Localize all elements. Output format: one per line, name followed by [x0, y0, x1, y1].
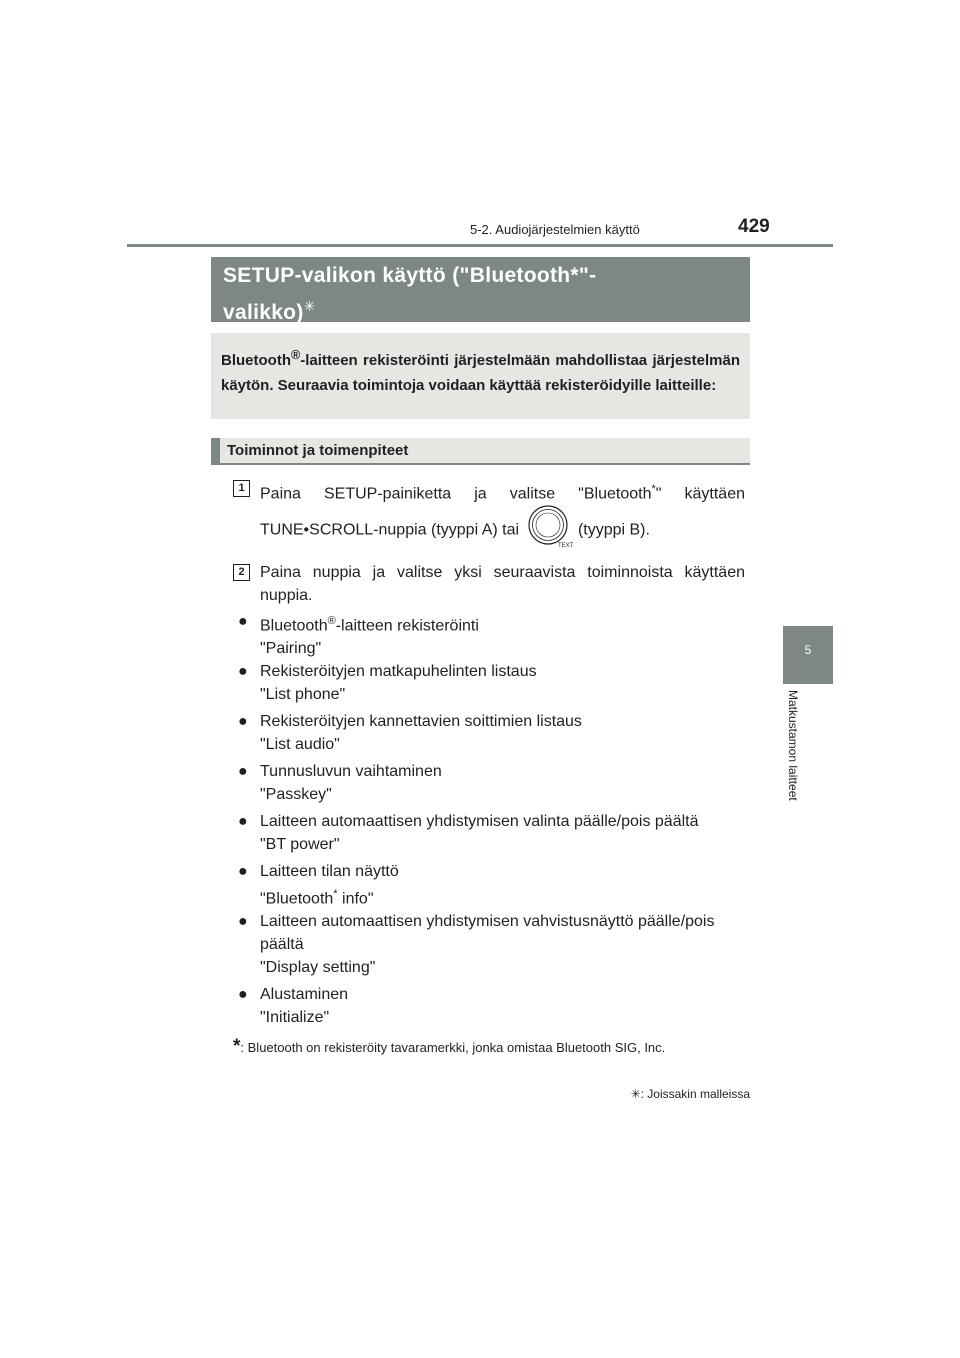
step1-part1: Paina SETUP-painiketta ja valitse "Bluetooth — [260, 485, 652, 503]
item-value: "Display setting" — [260, 959, 376, 976]
section-title-line2: valikko) — [223, 301, 304, 324]
section-header: 5-2. Audiojärjestelmien käyttö — [470, 222, 640, 237]
item-text: Laitteen tilan näyttö — [260, 863, 399, 880]
item-value: "BT power" — [260, 836, 340, 853]
trademark-footnote — [233, 1038, 753, 1056]
item-text: Tunnusluvun vaihtaminen — [260, 763, 442, 780]
footnote-text: : Bluetooth on rekisteröity tavaramerkki, jonka omistaa Bluetooth SIG, Inc. — [240, 1040, 666, 1055]
step1-part3: (tyyppi B). — [577, 522, 650, 540]
item-text: -laitteen rekisteröinti — [335, 617, 479, 635]
intro-brand: Bluetooth — [221, 352, 291, 369]
item-text: Rekisteröityjen kannettavien soittimien listaus — [260, 713, 582, 730]
step1-part2: " käyttäen TUNE•SCROLL-nuppia (tyyppi A) tai — [260, 485, 746, 540]
step-number-1: 1 — [233, 480, 250, 497]
item-text: Rekisteröityjen matkapuhelinten listaus — [260, 663, 537, 680]
item-text: Laitteen automaattisen yhdistymisen vahvistusnäyttö päälle/pois päältä — [260, 913, 715, 953]
item-value: "List phone" — [260, 686, 346, 703]
item-value: "List audio" — [260, 736, 340, 753]
tune-knob-label: TEXT — [558, 543, 574, 550]
bullet-icon: ● — [238, 663, 248, 680]
list-item — [260, 983, 745, 1029]
subsection-title: Toiminnot ja toimenpiteet — [211, 438, 750, 465]
item-value: "Pairing" — [260, 640, 322, 658]
section-title — [211, 257, 750, 322]
step-number-2: 2 — [233, 564, 250, 581]
tune-knob-icon — [525, 505, 574, 556]
section-title-line1: SETUP-valikon käyttö ("Bluetooth*"- — [223, 264, 597, 287]
bullet-icon: ● — [238, 813, 248, 830]
registered-mark: ® — [327, 615, 336, 627]
registered-mark: ® — [290, 348, 301, 362]
list-item — [260, 810, 745, 856]
intro-text: -laitteen rekisteröinti järjestelmään mahdollistaa järjestelmän käytön. Seuraavia toimintoja voidaan käyttää rekisteröidyille laitteille: — [221, 352, 740, 394]
item-text: Alustaminen — [260, 986, 349, 1003]
bullet-icon: ● — [238, 863, 248, 880]
step-text-2: Paina nuppia ja valitse yksi seuraavista toiminnoista käyttäen nuppia. — [260, 564, 745, 604]
list-item — [260, 860, 745, 910]
chapter-number: 5 — [804, 643, 812, 657]
item-text-brand: Bluetooth — [260, 617, 328, 635]
step-text-1 — [260, 478, 745, 556]
item-value: info" — [337, 890, 374, 908]
step1-star: * — [651, 483, 656, 495]
model-note-text: : Joissakin malleissa — [640, 1087, 750, 1101]
asterisk-mark-icon: ✳ — [303, 298, 316, 314]
chapter-title: Matkustamon laitteet — [786, 690, 800, 801]
item-value-star: * — [333, 888, 338, 900]
model-availability-note — [606, 1087, 750, 1101]
list-item — [260, 660, 745, 706]
item-value: "Passkey" — [260, 786, 332, 803]
bullet-icon: ● — [238, 713, 248, 730]
bullet-icon: ● — [238, 763, 248, 780]
list-item — [260, 910, 745, 979]
item-text: Laitteen automaattisen yhdistymisen valinta päälle/pois päältä — [260, 813, 699, 830]
footnote-star: * — [233, 1036, 241, 1057]
bullet-icon: ● — [238, 613, 248, 630]
item-value: "Initialize" — [260, 1009, 330, 1026]
header-rule — [127, 244, 833, 247]
item-value-brand: "Bluetooth — [260, 890, 334, 908]
intro-paragraph — [211, 333, 750, 419]
list-item — [260, 710, 745, 756]
page-number: 429 — [738, 216, 770, 237]
list-item — [260, 610, 745, 660]
bullet-icon: ● — [238, 913, 248, 930]
bullet-icon: ● — [238, 986, 248, 1003]
list-item — [260, 760, 745, 806]
asterisk-mark-icon: ✳ — [630, 1087, 641, 1101]
